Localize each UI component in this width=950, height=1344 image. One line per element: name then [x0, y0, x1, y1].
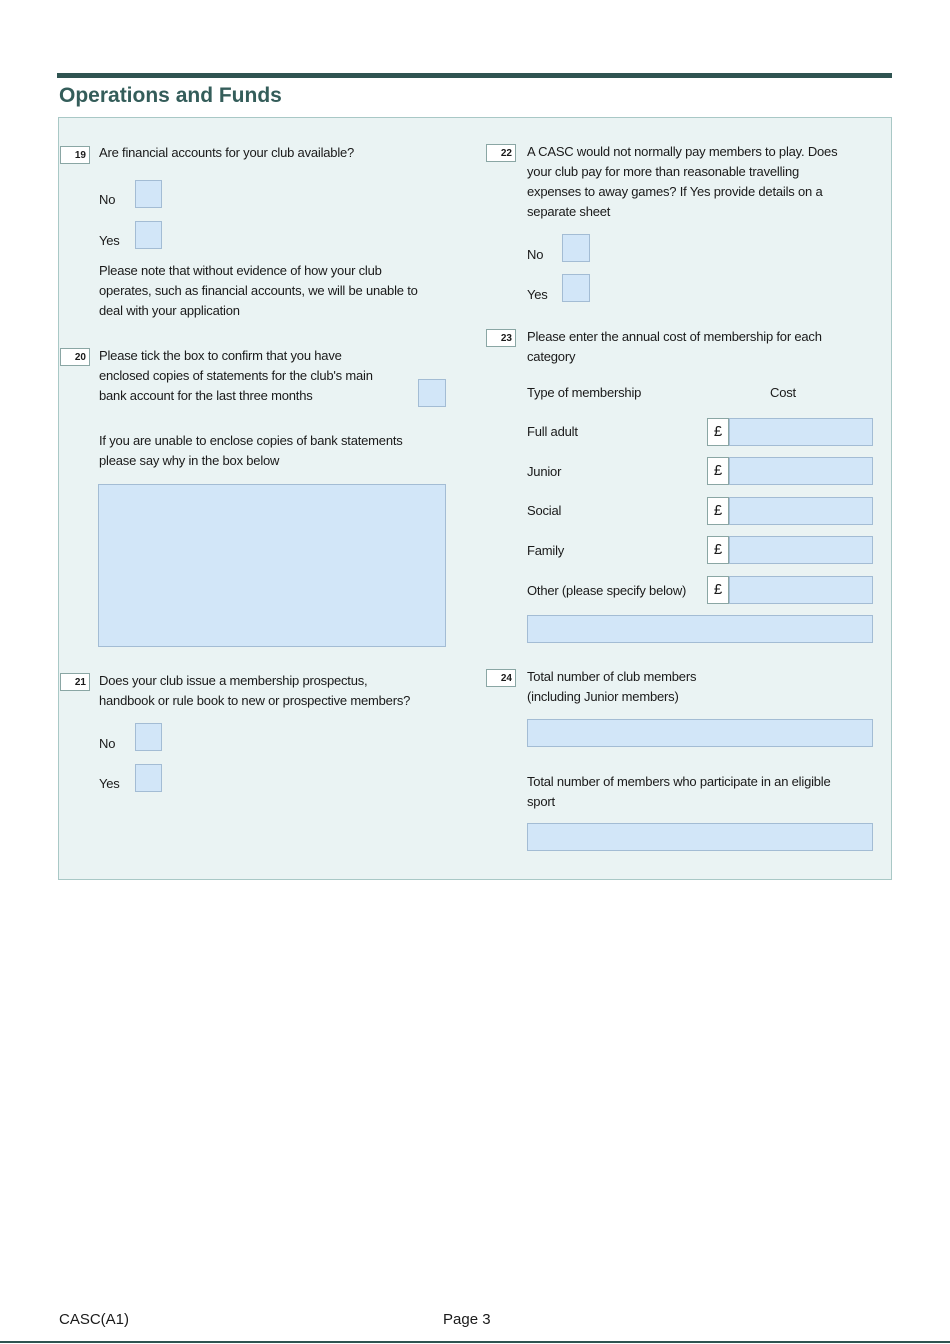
- membership-other-label: Other (please specify below): [527, 583, 687, 598]
- section-top-rule: [57, 73, 892, 78]
- pound-sign: £: [707, 536, 729, 564]
- q20-unable-line-1: If you are unable to enclose copies of bank statements: [99, 433, 403, 448]
- page-number: Page 3: [443, 1311, 491, 1328]
- q21-yes-label: Yes: [99, 776, 120, 791]
- q23-line-1: Please enter the annual cost of membership for each: [527, 329, 822, 344]
- membership-social-label: Social: [527, 503, 562, 518]
- cost-header: Cost: [770, 385, 796, 400]
- other-cost-input[interactable]: [729, 576, 873, 604]
- q21-line-1: Does your club issue a membership prospectus,: [99, 673, 368, 688]
- q22-no-label: No: [527, 247, 544, 262]
- question-number-21: 21: [60, 673, 90, 691]
- question-number-19: 19: [60, 146, 90, 164]
- other-specify-input[interactable]: [527, 615, 873, 643]
- total-members-input[interactable]: [527, 719, 873, 747]
- question-number-23: 23: [486, 329, 516, 347]
- membership-full-adult-label: Full adult: [527, 424, 578, 439]
- q19-question: Are financial accounts for your club available?: [99, 145, 355, 160]
- q19-yes-checkbox[interactable]: [135, 221, 162, 249]
- q22-line-2: your club pay for more than reasonable travelling: [527, 164, 800, 179]
- q19-note-line-3: deal with your application: [99, 303, 240, 318]
- q19-no-checkbox[interactable]: [135, 180, 162, 208]
- q22-yes-label: Yes: [527, 287, 548, 302]
- membership-junior-label: Junior: [527, 464, 562, 479]
- q20-confirm-checkbox[interactable]: [418, 379, 446, 407]
- question-number-22: 22: [486, 144, 516, 162]
- pound-sign: £: [707, 418, 729, 446]
- social-cost-input[interactable]: [729, 497, 873, 525]
- pound-sign: £: [707, 457, 729, 485]
- q21-no-label: No: [99, 736, 116, 751]
- q21-line-2: handbook or rule book to new or prospective members?: [99, 693, 411, 708]
- membership-type-header: Type of membership: [527, 385, 642, 400]
- q22-line-1: A CASC would not normally pay members to play. Does: [527, 144, 838, 159]
- q23-line-2: category: [527, 349, 576, 364]
- pound-sign: £: [707, 576, 729, 604]
- question-number-24: 24: [486, 669, 516, 687]
- pound-sign: £: [707, 497, 729, 525]
- q21-no-checkbox[interactable]: [135, 723, 162, 751]
- q24-line-1: Total number of club members: [527, 669, 697, 684]
- eligible-line-1: Total number of members who participate in an eligible: [527, 774, 831, 789]
- q20-unable-line-2: please say why in the box below: [99, 453, 280, 468]
- q20-line-3: bank account for the last three months: [99, 388, 313, 403]
- q20-line-2: enclosed copies of statements for the club's main: [99, 368, 373, 383]
- q20-reason-textarea[interactable]: [98, 484, 446, 647]
- q22-line-3: expenses to away games? If Yes provide details on a: [527, 184, 823, 199]
- full-adult-cost-input[interactable]: [729, 418, 873, 446]
- junior-cost-input[interactable]: [729, 457, 873, 485]
- form-code: CASC(A1): [59, 1311, 130, 1328]
- q22-line-4: separate sheet: [527, 204, 611, 219]
- bottom-rule: [0, 1341, 950, 1343]
- family-cost-input[interactable]: [729, 536, 873, 564]
- q24-line-2: (including Junior members): [527, 689, 679, 704]
- q22-yes-checkbox[interactable]: [562, 274, 590, 302]
- q19-yes-label: Yes: [99, 233, 120, 248]
- eligible-line-2: sport: [527, 794, 555, 809]
- section-title: Operations and Funds: [59, 84, 282, 107]
- q21-yes-checkbox[interactable]: [135, 764, 162, 792]
- q20-line-1: Please tick the box to confirm that you have: [99, 348, 342, 363]
- q19-note-line-1: Please note that without evidence of how your club: [99, 263, 382, 278]
- q19-no-label: No: [99, 192, 116, 207]
- q22-no-checkbox[interactable]: [562, 234, 590, 262]
- q19-note-line-2: operates, such as financial accounts, we will be unable to: [99, 283, 418, 298]
- membership-family-label: Family: [527, 543, 565, 558]
- eligible-members-input[interactable]: [527, 823, 873, 851]
- question-number-20: 20: [60, 348, 90, 366]
